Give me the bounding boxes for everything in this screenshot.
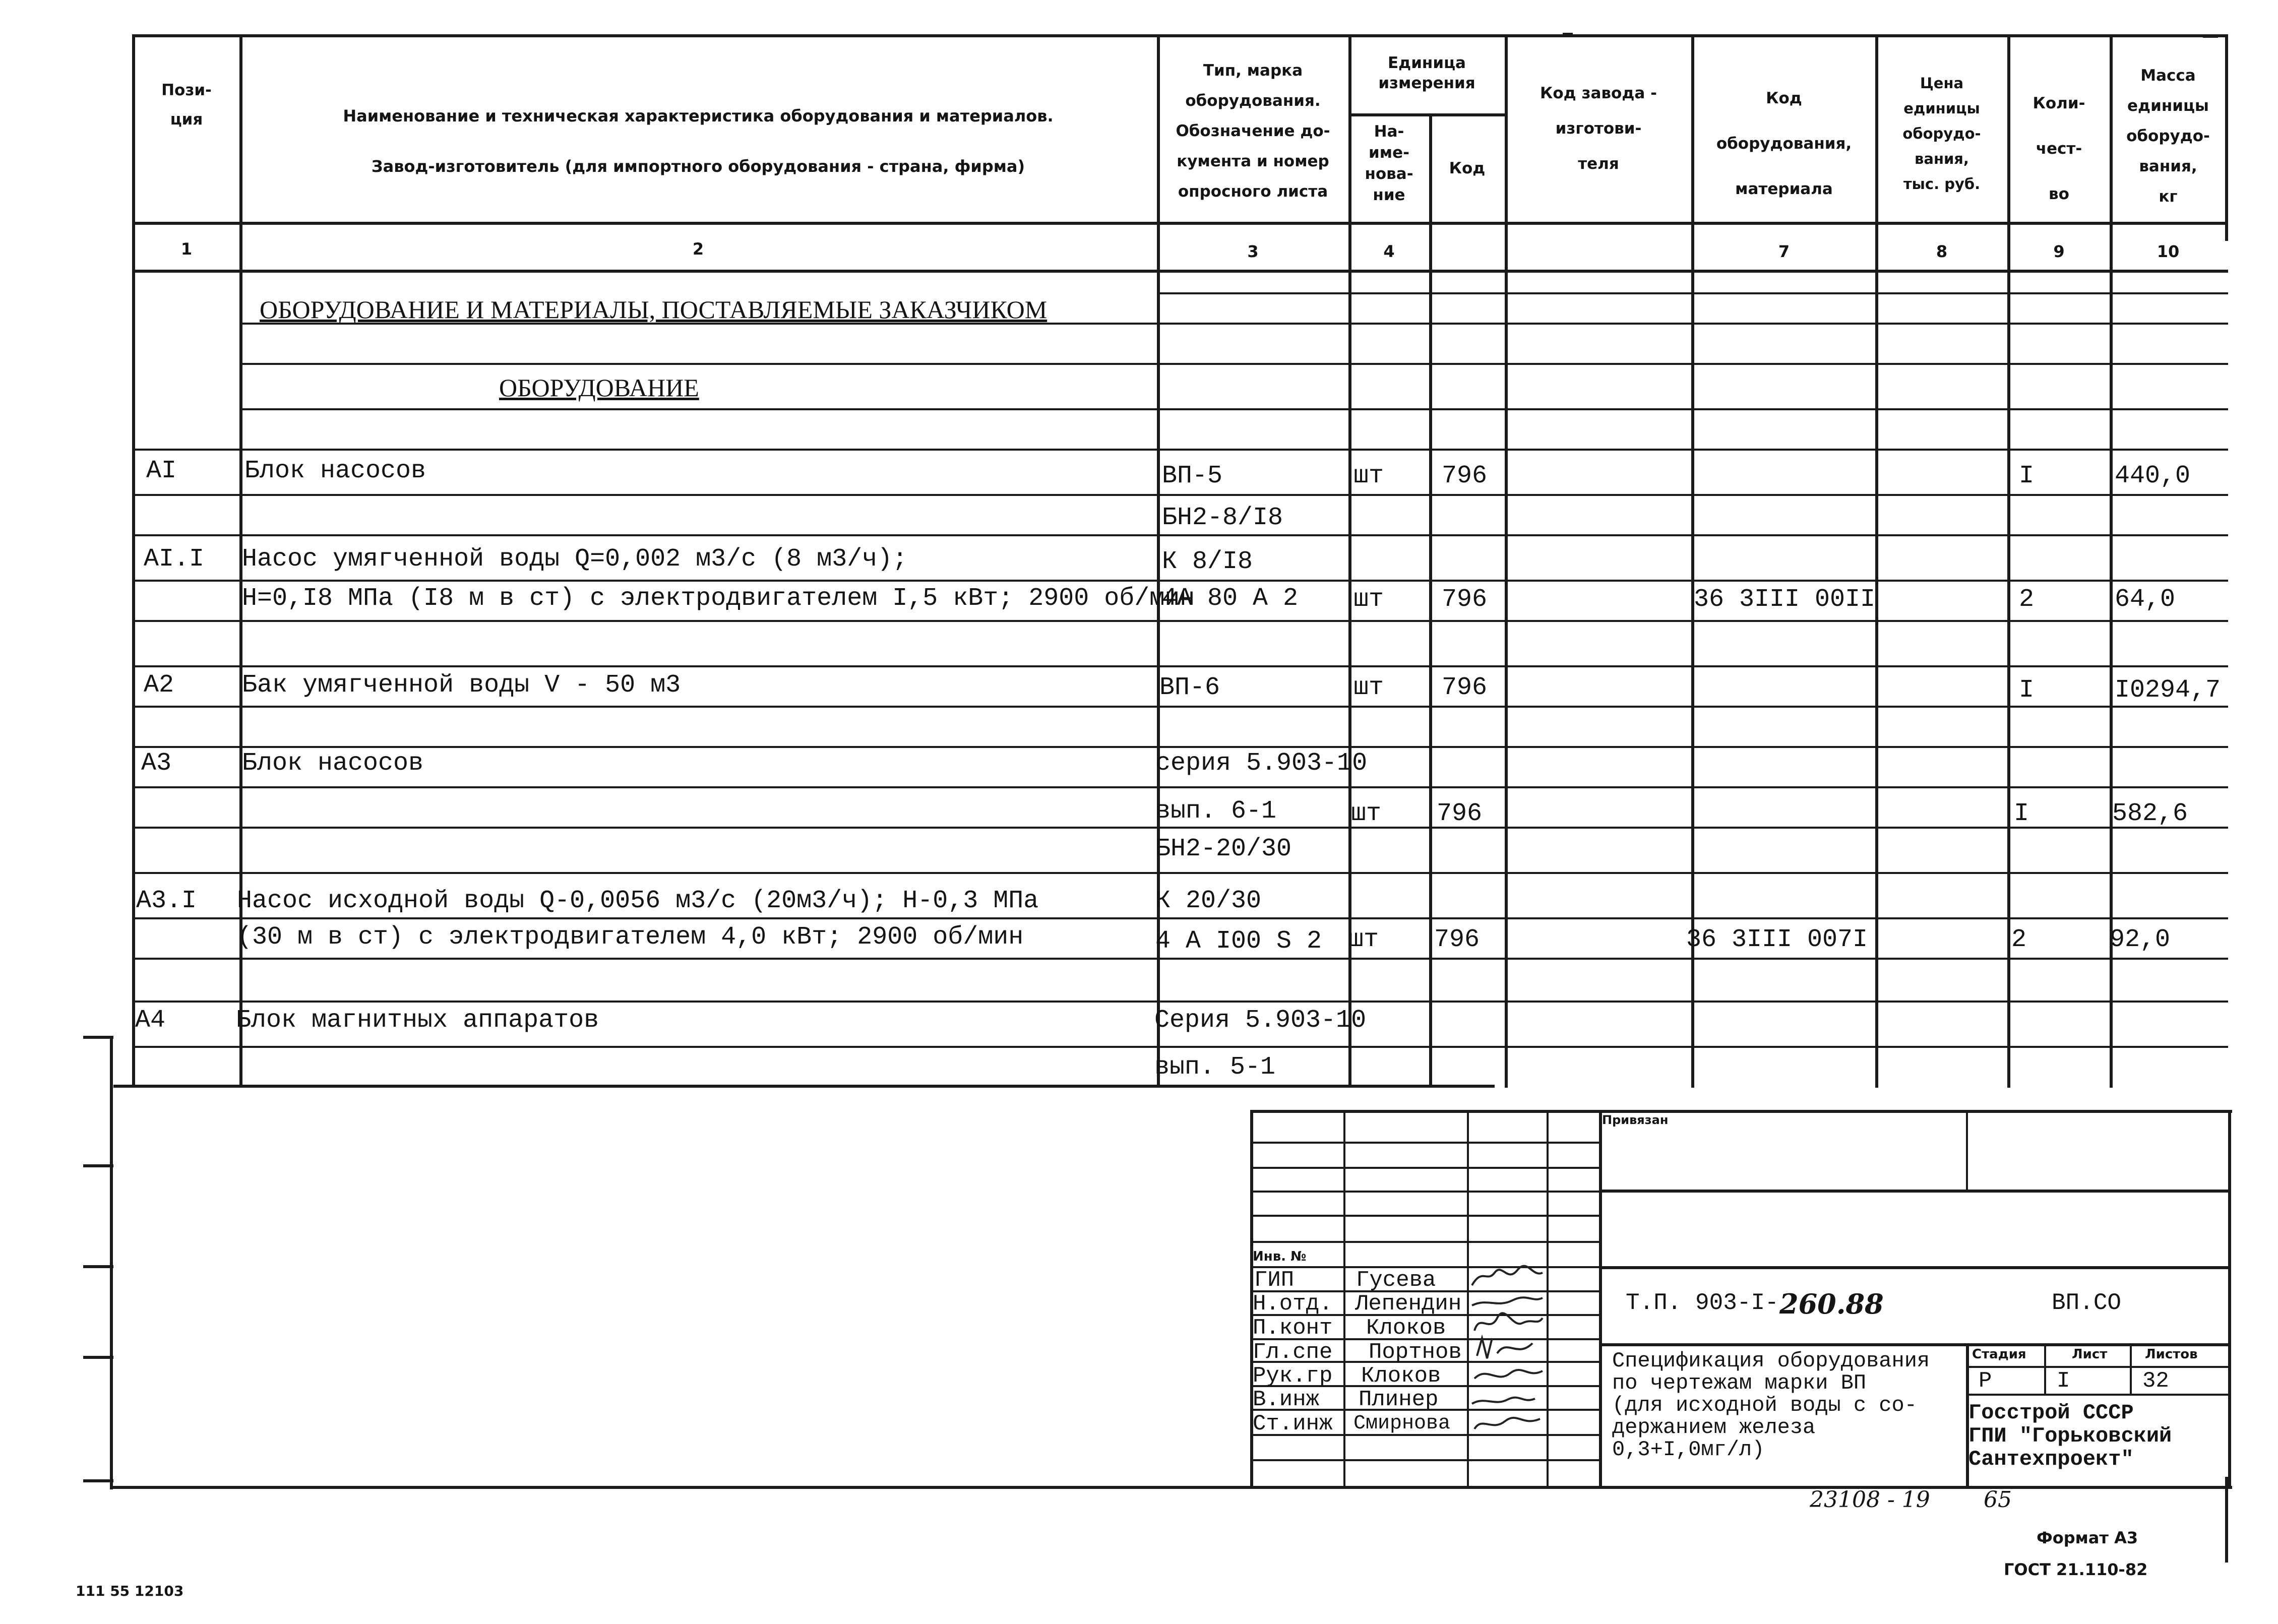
header-type: Тип, марка оборудования. Обозначение до- кумента и номер опросного листа	[1176, 61, 1330, 201]
margin-tick	[83, 1036, 113, 1039]
row-name: (30 м в ст) с электродвигателем 4,0 кВт; 2900 об/мин	[237, 923, 1024, 952]
row-type: Серия 5.903-10	[1154, 1006, 1367, 1035]
stamp-row	[1250, 1142, 1599, 1144]
signatures-image	[1467, 1263, 1548, 1436]
stamp-row-right	[1599, 1190, 2228, 1193]
row-unit: шт	[1353, 673, 1384, 702]
row-line	[132, 827, 2228, 829]
row-type: вып. 6-1	[1155, 797, 1277, 826]
stamp-row-small	[1966, 1366, 2228, 1368]
stamp-role: Ст.инж	[1253, 1411, 1333, 1436]
row-line	[132, 1046, 2228, 1048]
row-line	[132, 494, 2228, 496]
row-name: Насос умягченной воды Q=0,002 м3/с (8 м3/ч);	[242, 545, 908, 574]
row-qty: I	[2019, 676, 2035, 705]
row-mass: 92,0	[2110, 925, 2171, 954]
row-type: серия 5.903-10	[1155, 749, 1368, 778]
header-bottom-border	[132, 222, 2228, 225]
row-pos: АI	[146, 457, 177, 485]
section-title-sub: ОБОРУДОВАНИЕ	[499, 373, 699, 402]
row-type: ВП-5	[1162, 462, 1223, 490]
row-equip-code: 36 3III 007I	[1686, 925, 1868, 954]
stamp-organization: Госстрой СССР ГПИ "Горьковский Сантехпроект"	[1968, 1401, 2172, 1471]
row-pos: А2	[144, 671, 174, 700]
stamp-doc-mark: ВП.СО	[2052, 1290, 2122, 1316]
row-pos: А4	[135, 1006, 166, 1035]
stamp-top	[1250, 1110, 2232, 1113]
header-price: Цена единицы оборудо- вания, тыс. руб.	[1902, 75, 1981, 193]
row-line	[132, 786, 2228, 788]
header-equip-code: Код оборудования, материала	[1716, 89, 1852, 198]
margin-tick	[83, 1164, 113, 1167]
row-equip-code: 36 3III 00II	[1694, 585, 1876, 614]
row-qty: I	[2019, 462, 2035, 490]
row-line	[132, 872, 2228, 874]
header-position: Пози- ция	[161, 81, 212, 129]
stamp-col-small	[2044, 1343, 2046, 1394]
stamp-row	[1250, 1241, 1599, 1243]
colnum-7: 7	[1778, 242, 1790, 261]
colnum-4: 4	[1383, 242, 1395, 261]
row-pos: А3	[141, 749, 172, 778]
stamp-row	[1250, 1191, 1599, 1193]
stamp-role: В.инж	[1253, 1387, 1320, 1412]
stamp-person: Плинер	[1359, 1387, 1439, 1412]
stamp-right	[2228, 1110, 2231, 1486]
stamp-row-right	[1599, 1343, 2228, 1346]
stamp-row-small	[1966, 1394, 2228, 1396]
scan-speck	[1563, 33, 1573, 35]
stamp-row	[1250, 1459, 1599, 1461]
colnum-10: 10	[2157, 242, 2180, 261]
stamp-person: Клоков	[1366, 1316, 1446, 1341]
row-qty: 2	[2011, 925, 2027, 954]
header-unit: Единица измерения	[1378, 54, 1475, 92]
row-code: 796	[1442, 673, 1488, 702]
stamp-col	[1343, 1110, 1345, 1486]
table-top-border	[132, 34, 2228, 37]
row-line	[239, 363, 2228, 365]
footer-format: Формат А3	[2037, 1528, 2138, 1547]
row-name: Блок насосов	[242, 749, 424, 778]
stamp-row-right	[1599, 1266, 2228, 1269]
row-line	[132, 746, 2228, 748]
row-type: 4 А I00 S 2	[1155, 927, 1322, 956]
col-line-10	[2225, 34, 2228, 241]
margin-tick	[83, 1356, 113, 1359]
stamp-col	[1966, 1110, 1968, 1191]
col-line-4	[1429, 113, 1432, 1088]
colnum-bottom-border	[132, 270, 2228, 273]
row-mass: 64,0	[2115, 585, 2176, 614]
row-mass: 440,0	[2115, 462, 2191, 490]
colnum-2: 2	[692, 239, 704, 259]
row-code: 796	[1434, 925, 1480, 954]
stamp-role: Рук.гр	[1253, 1363, 1333, 1389]
colnum-1: 1	[180, 239, 193, 259]
stamp-doc-title: Спецификация оборудования по чертежам марки ВП (для исходной воды с со- держанием железа 0,3+I,0мг/л)	[1612, 1349, 1930, 1462]
stamp-person: Портнов	[1369, 1340, 1462, 1365]
table-bottom-border	[113, 1085, 1495, 1088]
stamp-row	[1250, 1215, 1599, 1217]
header-unit-name: На- име- нова- ние	[1365, 122, 1413, 204]
row-pos: А3.I	[136, 887, 197, 915]
colnum-9: 9	[2053, 242, 2065, 261]
footer-print-code: 111 55 12103	[76, 1583, 184, 1599]
left-frame-line	[110, 1036, 113, 1489]
row-code: 796	[1442, 585, 1488, 614]
section-title-main: ОБОРУДОВАНИЕ И МАТЕРИАЛЫ, ПОСТАВЛЯЕМЫЕ ЗАКАЗЧИКОМ	[260, 295, 1048, 324]
footer-hand-page: 65	[1984, 1487, 2012, 1513]
row-qty: I	[2014, 799, 2029, 828]
row-line	[132, 1001, 2228, 1003]
stamp-person: Смирнова	[1353, 1412, 1451, 1435]
stamp-role: Н.отд.	[1253, 1291, 1333, 1317]
row-unit: шт	[1353, 585, 1384, 614]
col-line-5	[1505, 34, 1508, 1088]
row-type: К 8/I8	[1162, 547, 1253, 576]
margin-tick	[83, 1479, 113, 1482]
stamp-col-small	[2130, 1343, 2132, 1394]
right-frame-line	[2225, 1477, 2228, 1563]
row-line	[132, 665, 2228, 667]
row-type: БН2-8/I8	[1162, 504, 1283, 532]
stamp-sheet: I	[2057, 1368, 2070, 1394]
footer-gost: ГОСТ 21.110-82	[2004, 1560, 2148, 1579]
row-name: Насос исходной воды Q-0,0056 м3/с (20м3/ч); Н-0,3 МПа	[237, 887, 1039, 915]
row-type: 4А 80 А 2	[1162, 584, 1299, 613]
stamp-row	[1250, 1167, 1599, 1169]
header-mass: Масса единицы оборудо- вания, кг	[2126, 67, 2210, 206]
margin-tick	[83, 1265, 113, 1268]
stamp-doc-code: Т.П. 903-I-	[1626, 1290, 1779, 1316]
row-type: БН2-20/30	[1155, 835, 1292, 863]
row-line	[132, 958, 2228, 960]
stamp-col	[1599, 1110, 1602, 1486]
row-name: Блок насосов	[244, 457, 426, 485]
header-unit-code: Код	[1449, 159, 1486, 177]
colnum-3: 3	[1247, 242, 1259, 261]
row-type: вып. 5-1	[1154, 1053, 1276, 1082]
row-mass: I0294,7	[2115, 676, 2221, 705]
stamp-sheets: 32	[2142, 1368, 2169, 1394]
col-line-0	[132, 34, 135, 1088]
row-unit: шт	[1348, 925, 1379, 954]
header-qty: Коли- чест- во	[2033, 94, 2085, 203]
row-code: 796	[1442, 462, 1488, 490]
header-name: Наименование и техническая характеристика оборудования и материалов. Завод-изготовитель (для импортного оборудования - страна, фирма)	[343, 106, 1054, 176]
scan-gap	[1890, 285, 1931, 288]
stamp-doc-code-hand: 260.88	[1779, 1288, 1884, 1320]
stamp-role: П.конт	[1253, 1316, 1333, 1341]
row-type: К 20/30	[1155, 887, 1262, 915]
stamp-person: Лепендин	[1355, 1291, 1462, 1317]
row-unit: шт	[1353, 462, 1384, 490]
row-qty: 2	[2019, 585, 2035, 614]
row-line	[1157, 292, 2228, 294]
row-line	[132, 620, 2228, 622]
stamp-person: Гусева	[1356, 1268, 1436, 1293]
footer-hand-number: 23108 - 19	[1810, 1487, 1930, 1513]
row-mass: 582,6	[2112, 799, 2188, 828]
stamp-stage-label: Стадия	[1972, 1347, 2026, 1362]
stamp-sheet-label: Лист	[2072, 1347, 2108, 1362]
top-right-mark	[2203, 35, 2218, 38]
stamp-sheets-label: Листов	[2145, 1347, 2198, 1362]
stamp-person: Клоков	[1361, 1363, 1441, 1389]
row-line	[132, 449, 2228, 451]
colnum-8: 8	[1936, 242, 1948, 261]
row-line	[132, 917, 2228, 919]
row-type: ВП-6	[1159, 673, 1220, 702]
header-factory-code: Код завода - изготови- теля	[1540, 84, 1657, 173]
stamp-role: Гл.спе	[1253, 1340, 1333, 1365]
row-code: 796	[1437, 799, 1483, 828]
row-line	[132, 706, 2228, 708]
row-name: Бак умягченной воды V - 50 м3	[242, 671, 681, 700]
unit-split-line	[1348, 113, 1505, 116]
row-line	[132, 534, 2228, 536]
stamp-stage: Р	[1979, 1368, 1992, 1394]
row-line	[132, 580, 2228, 582]
row-unit: шт	[1351, 799, 1382, 828]
row-pos: АI.I	[144, 545, 205, 574]
row-name: Блок магнитных аппаратов	[236, 1006, 599, 1035]
stamp-privyazan: Привязан	[1602, 1113, 1669, 1127]
stamp-role: ГИП	[1254, 1268, 1295, 1293]
row-name: Н=0,I8 МПа (I8 м в ст) с электродвигателем I,5 кВт; 2900 об/мин	[242, 584, 1195, 613]
row-line	[239, 408, 2228, 410]
stamp-inv-no: Инв. №	[1253, 1249, 1307, 1264]
